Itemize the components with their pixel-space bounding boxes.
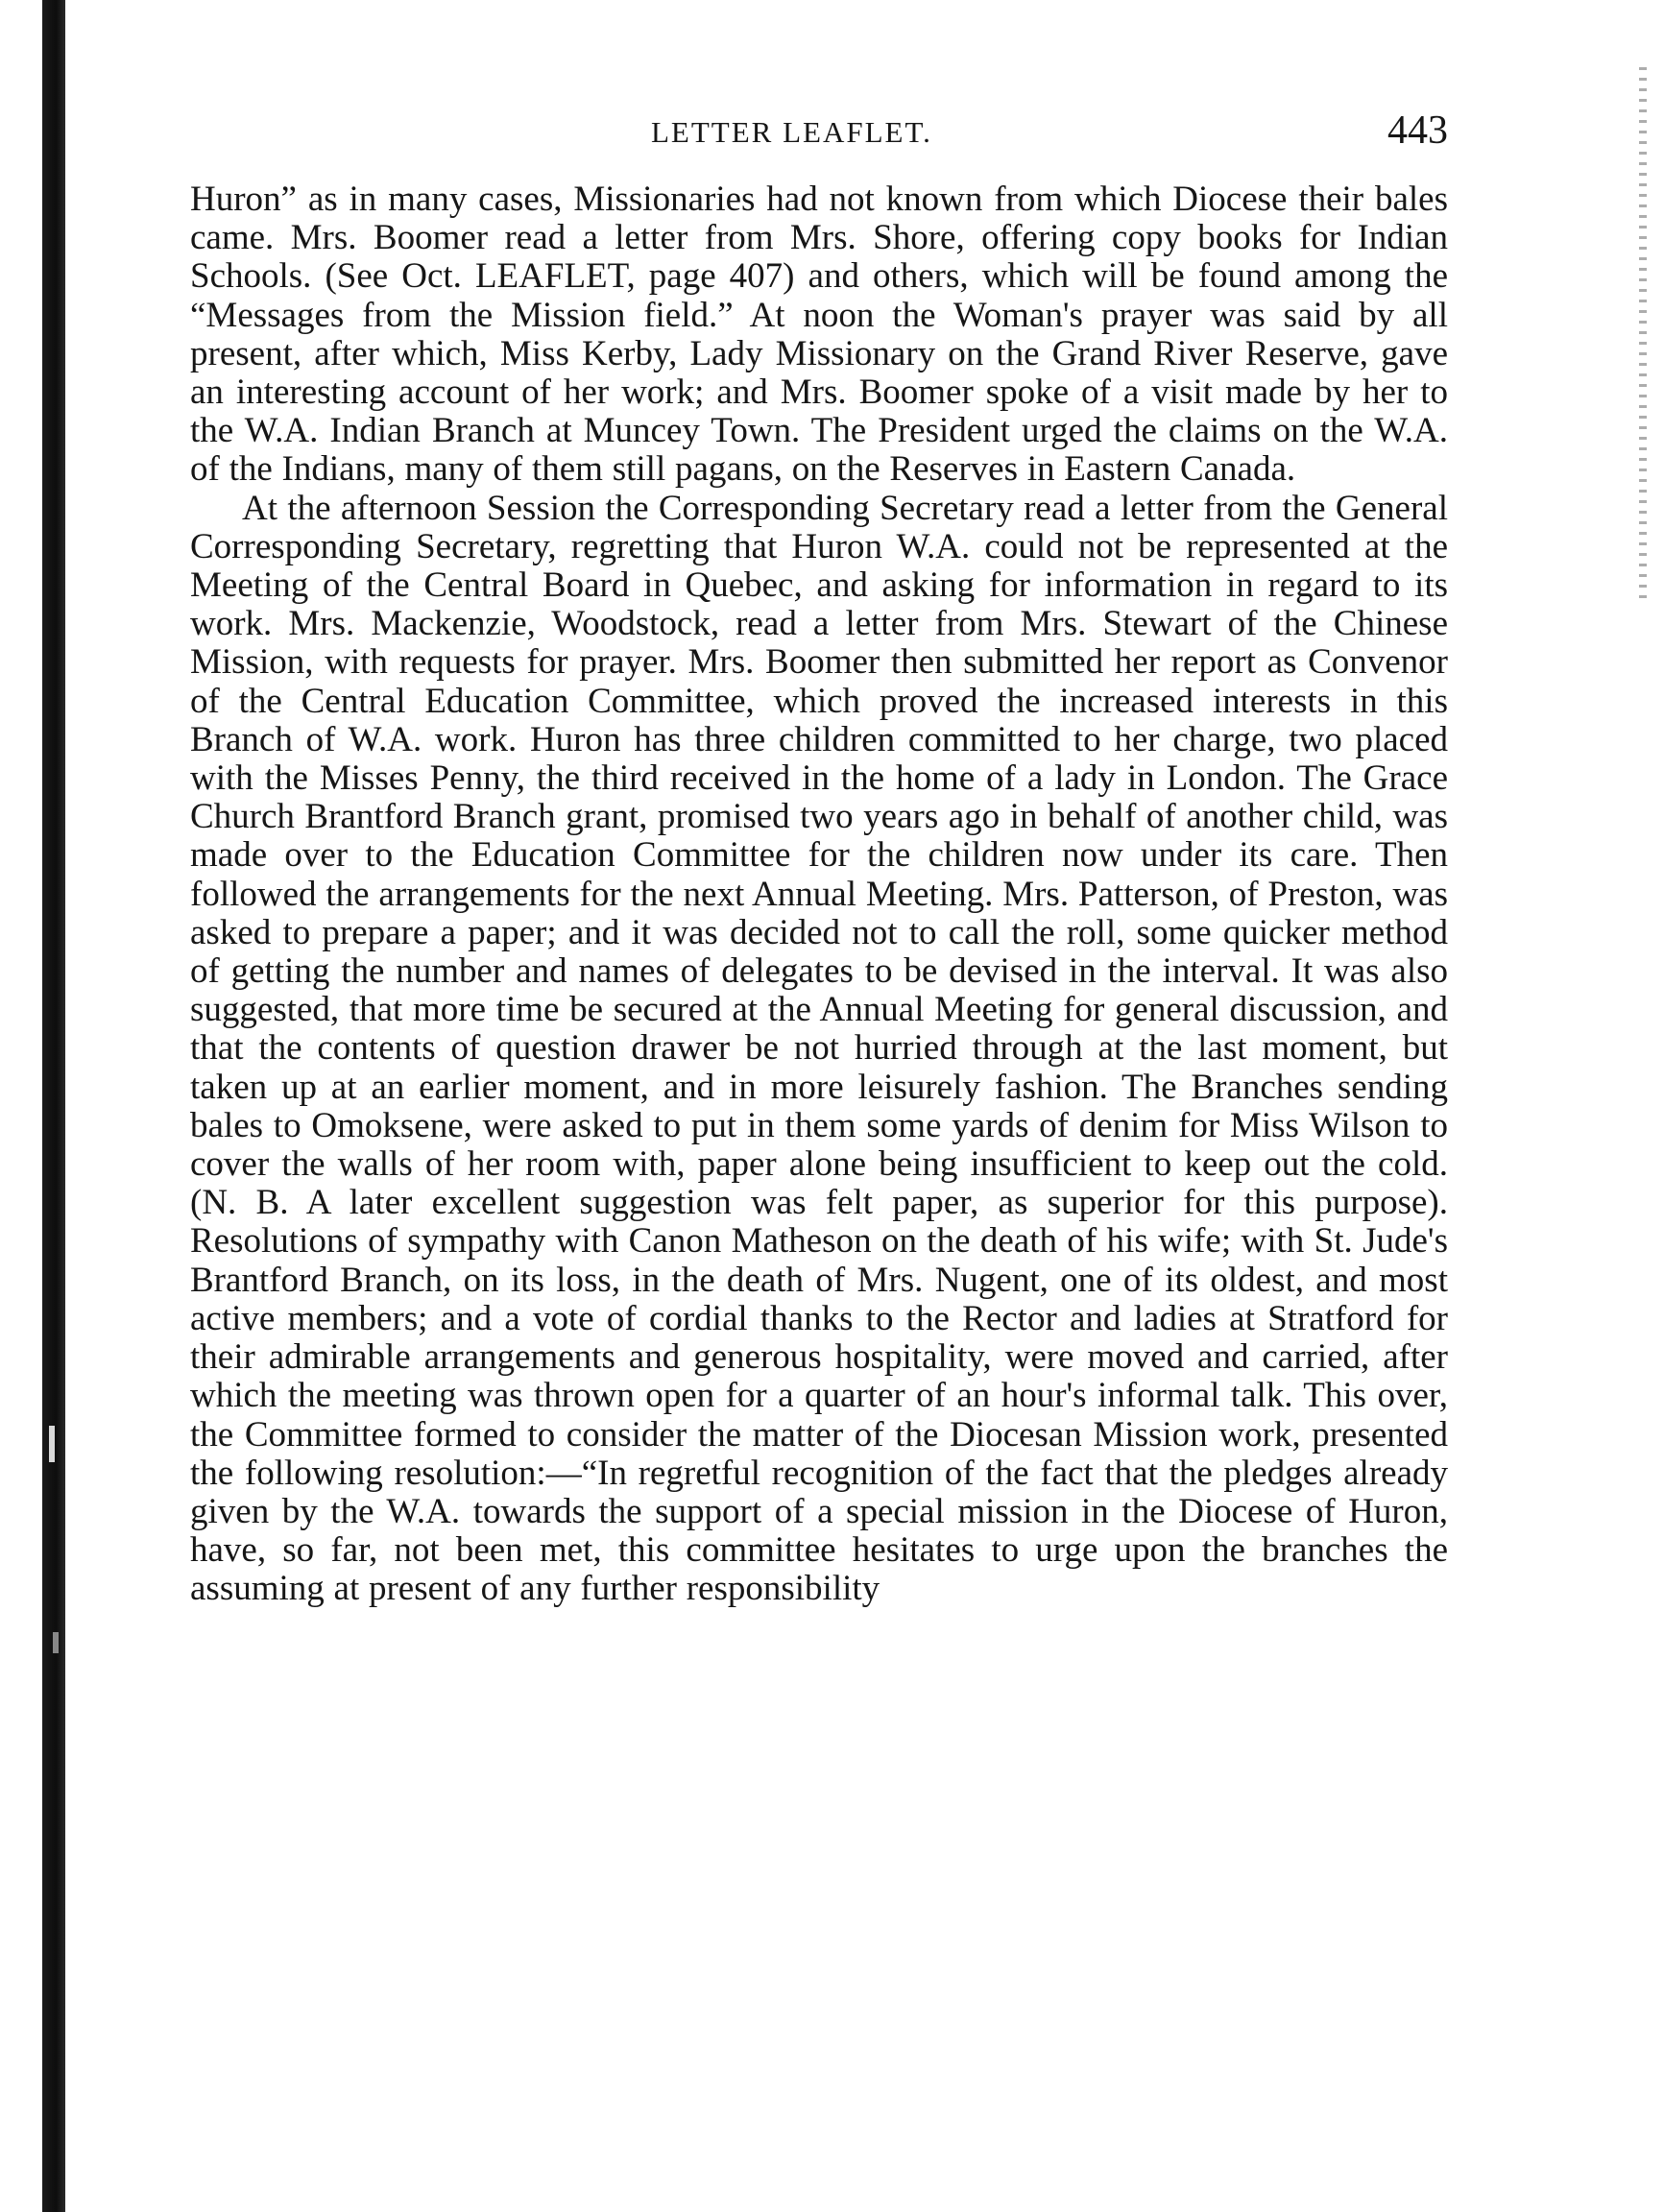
binding-edge <box>42 0 65 2212</box>
binding-speck <box>53 1632 59 1653</box>
running-title: LETTER LEAFLET. <box>651 115 932 149</box>
scan-speckle <box>1639 67 1647 605</box>
book-page <box>190 108 1448 1609</box>
paragraph: At the afternoon Session the Corresponding Secretary read a letter from the General Corresponding Secretary, regretting that Huron W.A. could not be represented at the Meeting of the Central Board in Quebec, and asking for information in regard to its work. Mrs. Mackenzie, Woodstock, read a letter from Mrs. Stewart of the Chinese Mission, with requests for prayer. Mrs. Boomer then submitted her report as Convenor of the Central Education Committee, which proved the increased interests in this Branch of W.A. work. Huron has three children committed to her charge, two placed with the Misses Penny, the third received in the home of a lady in London. The Grace Church Brantford Branch grant, promised two years ago in behalf of another child, was made over to the Education Committee for the children now under its care. Then followed the arrangements for the next Annual Meeting. Mrs. Patterson, of Preston, was asked to prepare a paper; and it was decided not to call the roll, some quicker method of getting the number and names of delegates to be devised in the interval. It was also suggested, that more time be secured at the Annual Meeting for general discussion, and that the contents of question drawer be not hurried through at the last moment, but taken up at an earlier moment, and in more leisurely fashion. The Branches sending bales to Omoksene, were asked to put in them some yards of denim for Miss Wilson to cover the walls of her room with, paper alone being insufficient to keep out the cold. (N. B. A later excellent suggestion was felt paper, as superior for this purpose). Resolutions of sympathy with Canon Matheson on the death of his wife; with St. Jude's Brantford Branch, on its loss, in the death of Mrs. Nugent, one of its oldest, and most active members; and a vote of cordial thanks to the Rector and ladies at Stratford for their admirable arrangements and generous hospitality, were moved and carried, after which the meeting was thrown open for a quarter of an hour's informal talk. This over, the Committee formed to consider the matter of the Diocesan Mission work, presented the following resolution:—“In regretful recognition of the fact that the pledges already given by the W.A. towards the support of a special mission in the Diocese of Huron, have, so far, not been met, this committee hesitates to urge upon the branches the assuming at present of any further responsibility <box>190 488 1448 1609</box>
binding-speck <box>49 1426 55 1462</box>
running-head <box>190 108 1448 159</box>
paragraph: Huron” as in many cases, Missionaries had not known from which Diocese their bales came. Mrs. Boomer read a letter from Mrs. Shore, offering copy books for Indian Schools. (See Oct. LEAFLET, page 407) and others, which will be found among the “Messages from the Mission field.” At noon the Woman's prayer was said by all present, after which, Miss Kerby, Lady Missionary on the Grand River Reserve, gave an interesting account of her work; and Mrs. Boomer spoke of a visit made by her to the W.A. Indian Branch at Muncey Town. The President urged the claims on the W.A. of the Indians, many of them still pagans, on the Reserves in Eastern Canada. <box>190 180 1448 490</box>
page-number: 443 <box>1387 108 1448 153</box>
